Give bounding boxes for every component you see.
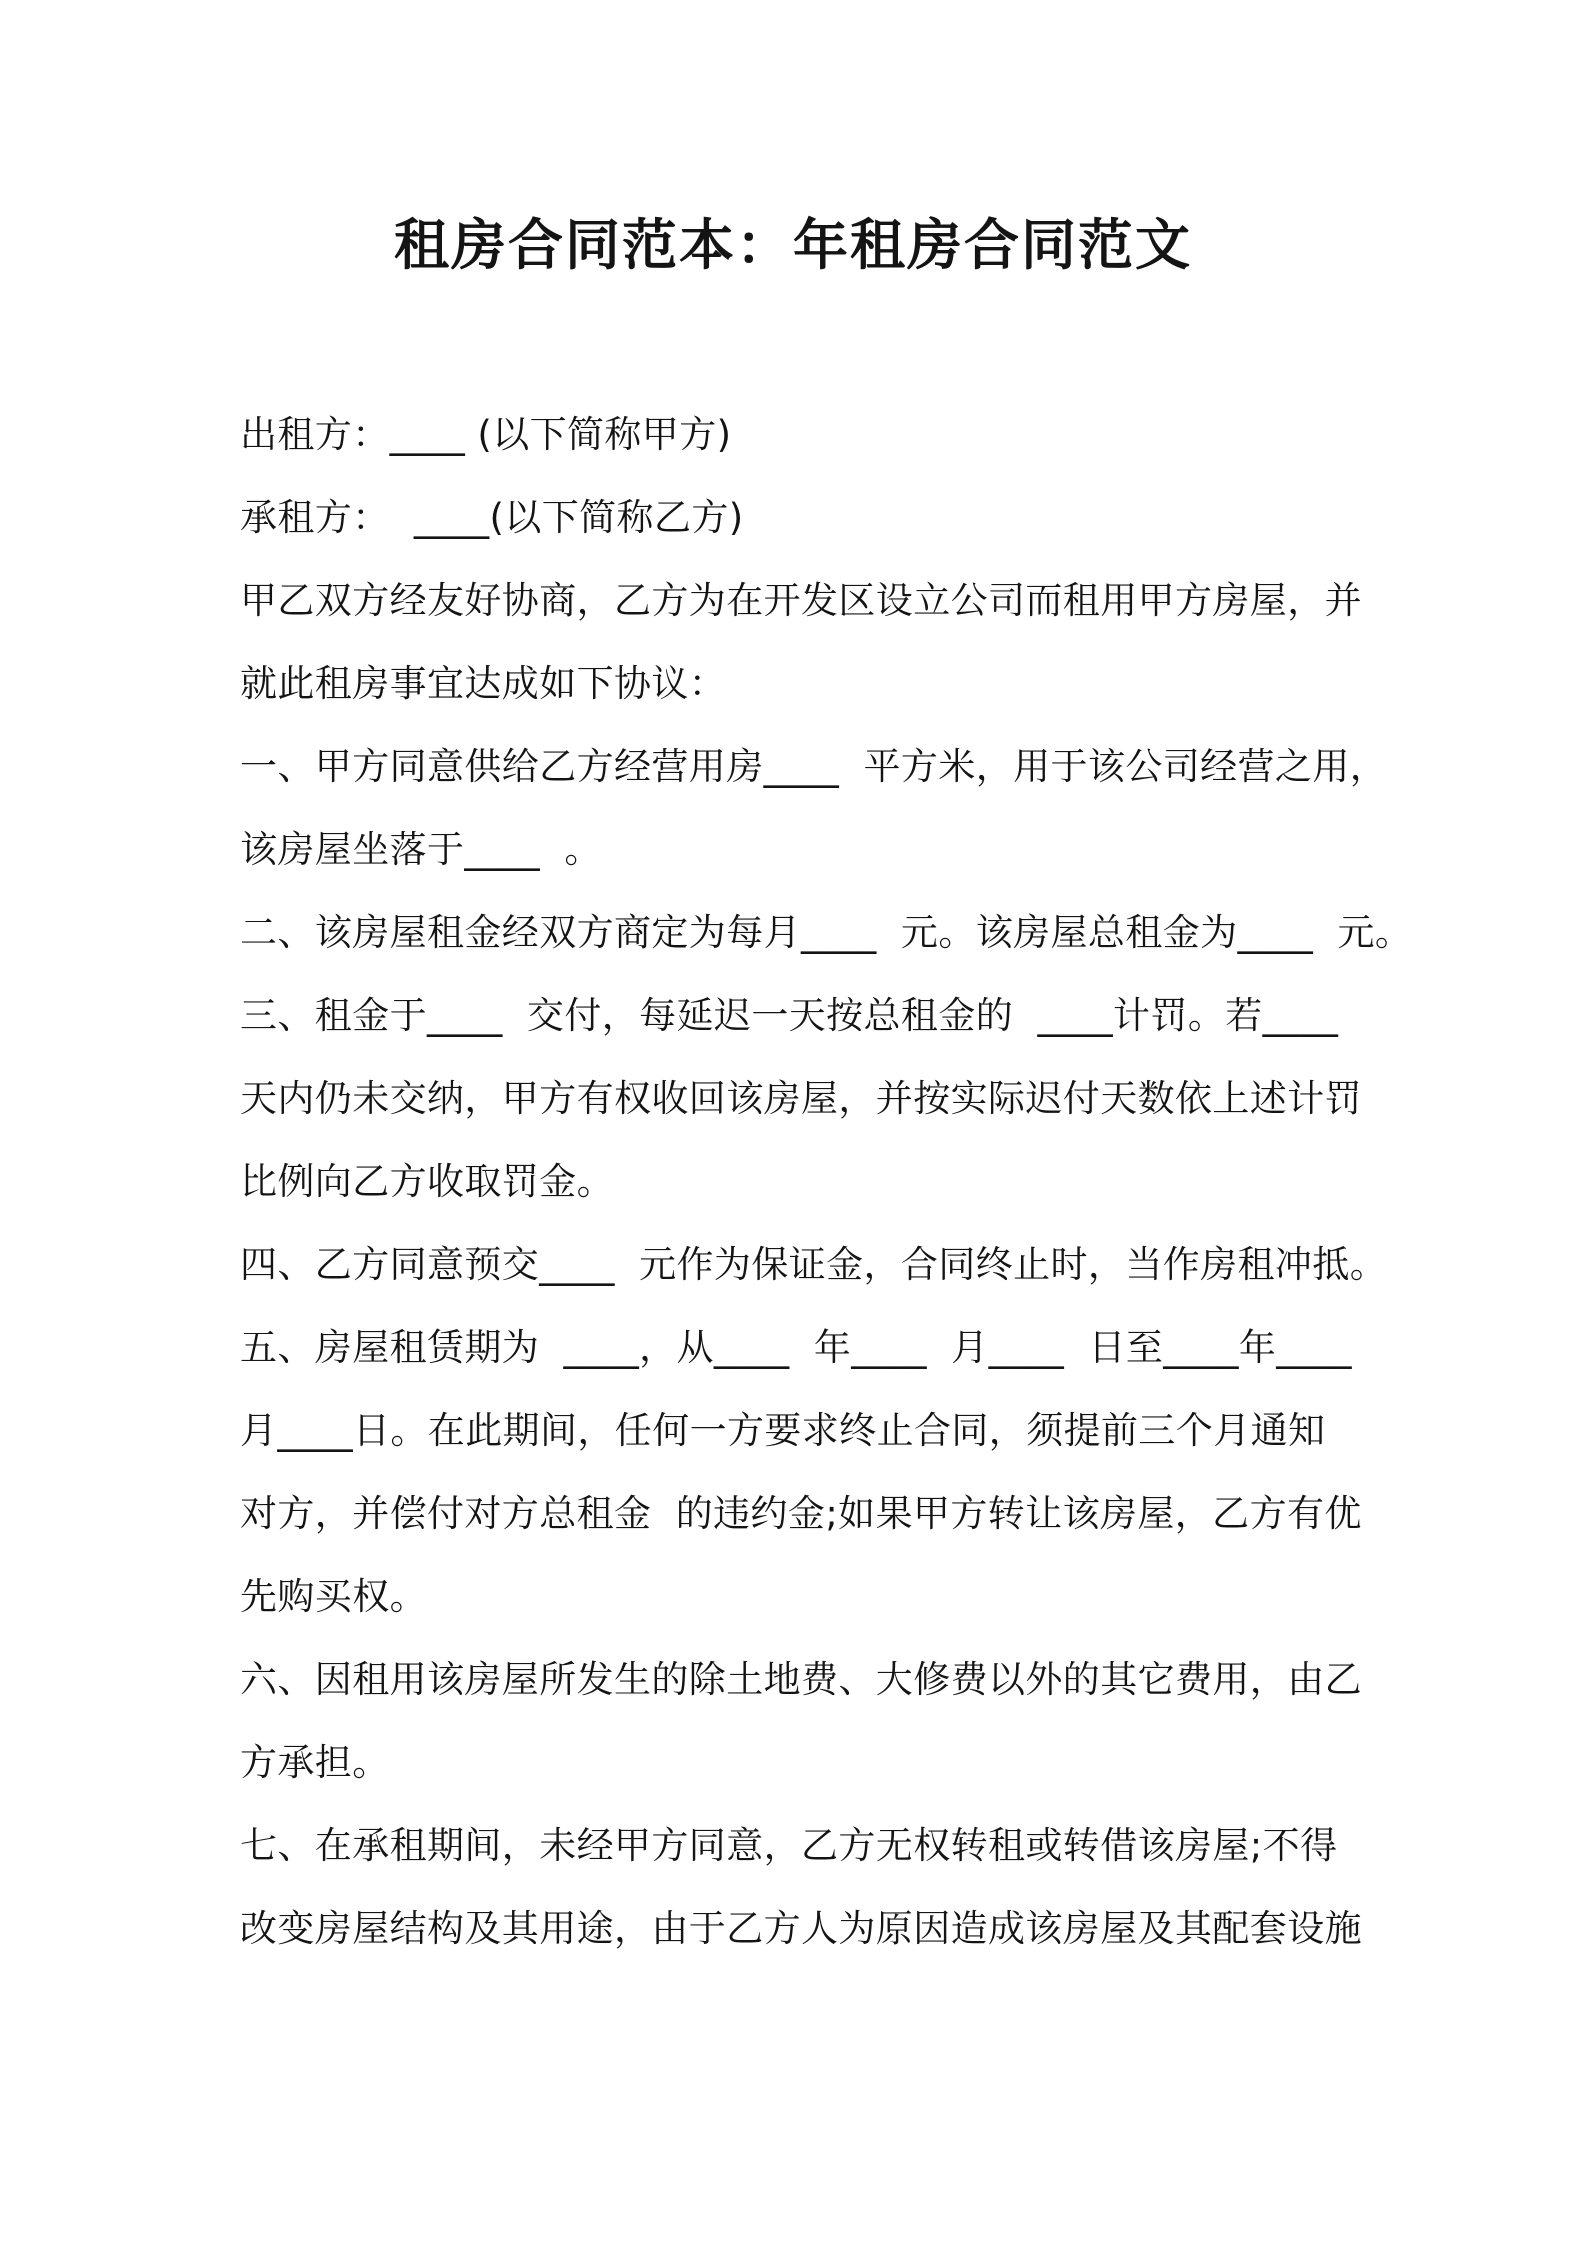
clause-7-line-1: 七、在承租期间，未经甲方同意，乙方无权转租或转借该房屋;不得 <box>240 1824 1338 1867</box>
clause-6-line-2: 方承担。 <box>240 1741 390 1784</box>
clause-3-line-2: 天内仍未交纳，甲方有权收回该房屋，并按实际迟付天数依上述计罚 <box>240 1077 1362 1120</box>
clause-5-line-3: 对方，并偿付对方总租金 的违约金;如果甲方转让该房屋，乙方有优 <box>240 1492 1362 1535</box>
clause-2-line-1: 二、该房屋租金经双方商定为每月____ 元。该房屋总租金为____ 元。 <box>240 911 1413 954</box>
line-preamble-1: 甲乙双方经友好协商，乙方为在开发区设立公司而租用甲方房屋，并 <box>240 579 1362 622</box>
clause-6-line-1: 六、因租用该房屋所发生的除土地费、大修费以外的其它费用，由乙 <box>240 1658 1362 1701</box>
clause-5-line-1: 五、房屋租赁期为 ____，从____ 年____ 月____ 日至____年____ <box>240 1326 1352 1369</box>
clause-4-line-1: 四、乙方同意预交____ 元作为保证金，合同终止时，当作房租冲抵。 <box>240 1243 1388 1286</box>
clause-5-line-2: 月____日。在此期间，任何一方要求终止合同，须提前三个月通知 <box>240 1409 1326 1452</box>
clause-3-line-3: 比例向乙方收取罚金。 <box>240 1160 614 1203</box>
clause-5-line-4: 先购买权。 <box>240 1575 427 1618</box>
document-title: 租房合同范本：年租房合同范文 <box>393 213 1192 277</box>
clause-1-line-1: 一、甲方同意供给乙方经营用房____ 平方米，用于该公司经营之用， <box>240 745 1388 788</box>
clause-7-line-2: 改变房屋结构及其用途，由于乙方人为原因造成该房屋及其配套设施 <box>240 1907 1362 1950</box>
line-preamble-2: 就此租房事宜达成如下协议： <box>240 662 727 705</box>
clause-1-line-2: 该房屋坐落于____ 。 <box>240 828 602 871</box>
line-lessee: 承租方： ____(以下简称乙方) <box>240 496 744 539</box>
clause-3-line-1: 三、租金于____ 交付，每延迟一天按总租金的 ____计罚。若____ <box>240 994 1339 1037</box>
line-lessor: 出租方：____ (以下简称甲方) <box>240 413 732 456</box>
